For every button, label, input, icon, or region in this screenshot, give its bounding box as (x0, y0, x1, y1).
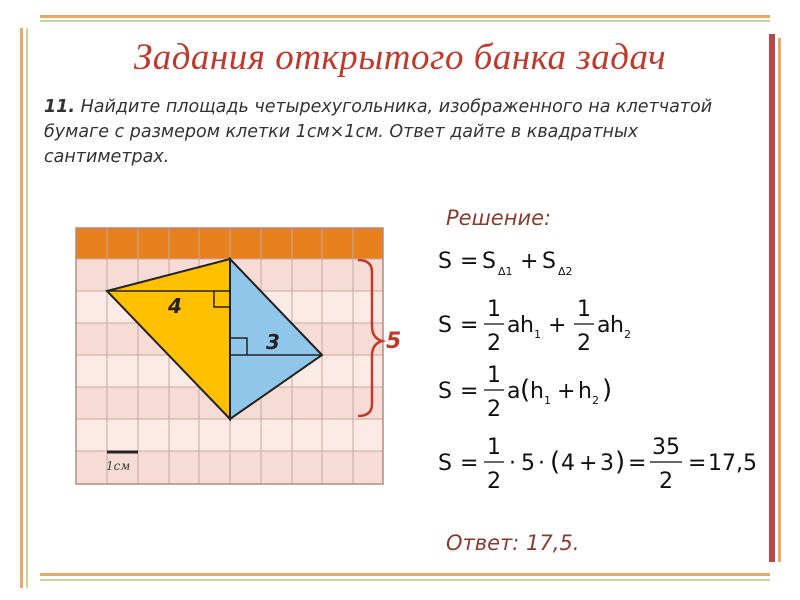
f4-eq: = (460, 451, 479, 476)
f2-eq: = (460, 313, 479, 338)
formula-line-1 (438, 249, 573, 278)
f1-s: S (438, 249, 452, 274)
f4-five: 5 (521, 451, 535, 476)
problem-number: 11. (44, 97, 76, 117)
f4-close: ) (615, 447, 626, 477)
f1-s1: S (482, 249, 496, 274)
f3-plus: + (557, 379, 576, 404)
solution-title: Решение: (446, 206, 552, 230)
f4-s: S (438, 451, 452, 476)
f3-h1: h (530, 379, 544, 404)
f3-a: a (507, 379, 521, 404)
f4-eq3: = (688, 451, 707, 476)
f2-sub1: 1 (534, 328, 541, 341)
f4-num: 1 (487, 435, 501, 460)
f2-h2: h (610, 313, 624, 338)
f2-plus: + (548, 313, 567, 338)
f2-num2: 1 (577, 297, 591, 322)
f3-sub1: 1 (544, 394, 551, 407)
f2-den1: 2 (487, 331, 501, 356)
f4-num35: 35 (652, 435, 680, 460)
page-title: Задания открытого банка задач (133, 37, 667, 78)
f4-plus: + (579, 451, 598, 476)
answer-text: Ответ: 17,5. (446, 531, 580, 555)
formula-line-4 (438, 435, 757, 494)
f2-den2: 2 (577, 331, 591, 356)
f3-close: ) (602, 375, 613, 405)
f1-eq: = (460, 249, 479, 274)
f2-s: S (438, 313, 452, 338)
f2-num1: 1 (487, 297, 501, 322)
f3-s: S (438, 379, 452, 404)
f1-sub1: Δ1 (498, 265, 513, 278)
f4-den2: 2 (659, 469, 673, 494)
f4-open: ( (550, 447, 561, 477)
f3-sub2: 2 (592, 394, 599, 407)
formula-line-2 (438, 297, 631, 356)
f4-dot1: · (509, 451, 516, 476)
height-label-right: 3 (266, 330, 280, 354)
f3-h2: h (578, 379, 592, 404)
f1-plus: + (520, 249, 539, 274)
f4-result: 17,5 (708, 451, 757, 476)
f3-num: 1 (487, 363, 501, 388)
f4-three: 3 (600, 451, 614, 476)
f4-eq2: = (628, 451, 647, 476)
scale-label: 1см (106, 459, 131, 473)
height-label-left: 4 (168, 294, 182, 318)
formula-line-3 (438, 363, 612, 422)
f2-a2: a (597, 313, 611, 338)
base-label: 5 (386, 329, 402, 354)
f2-a1: a (507, 313, 521, 338)
problem-text: Найдите площадь четырехугольника, изображенного на клетчатой бумаге с размером клетки 1см×1см. Ответ дайте в квадратных сантиметрах. (44, 97, 713, 167)
f3-open: ( (520, 375, 531, 405)
f3-den: 2 (487, 397, 501, 422)
f2-sub2: 2 (624, 328, 631, 341)
f2-h1: h (520, 313, 534, 338)
f3-eq: = (460, 379, 479, 404)
f4-four: 4 (561, 451, 575, 476)
f4-dot2: · (538, 451, 545, 476)
f1-s2: S (542, 249, 556, 274)
f4-den: 2 (487, 469, 501, 494)
f1-sub2: Δ2 (558, 265, 573, 278)
